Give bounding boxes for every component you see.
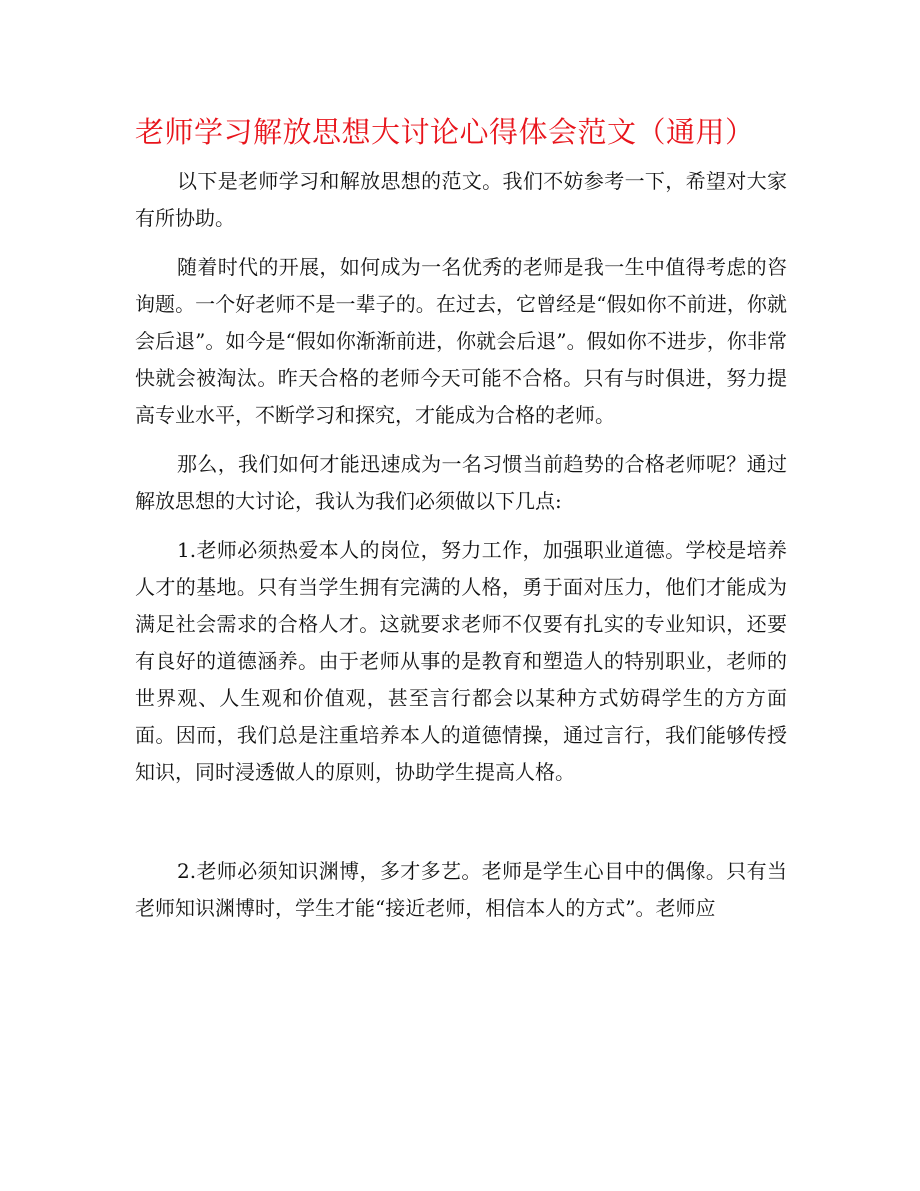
paragraph-context: 随着时代的开展，如何成为一名优秀的老师是我一生中值得考虑的咨询题。一个好老师不是一辈子的。在过去，它曾经是“假如你不前进，你就会后退”。如今是“假如你渐渐前进，你就会后退”。假如你不进步，你非常快就会被淘汰。昨天合格的老师今天可能不合格。只有与时俱进，努力提高专业水平，不断学习和探究，才能成为合格的老师。 (135, 255, 787, 427)
paragraph-point-2: 2.老师必须知识渊博，多才多艺。老师是学生心目中的偶像。只有当老师知识渊博时，学生才能“接近老师，相信本人的方式”。老师应 (135, 859, 787, 920)
document-body (135, 163, 787, 939)
paragraph-point-1: 1.老师必须热爱本人的岗位，努力工作，加强职业道德。学校是培养人才的基地。只有当学生拥有完满的人格，勇于面对压力，他们才能成为满足社会需求的合格人才。这就要求老师不仅要有扎实的专业知识，还要有良好的道德涵养。由于老师从事的是教育和塑造人的特别职业，老师的世界观、人生观和价值观，甚至言行都会以某种方式妨碍学生的方方面面。因而，我们总是注重培养本人的道德情操，通过言行，我们能够传授知识，同时浸透做人的原则，协助学生提高人格。 (135, 538, 787, 784)
document-title: 老师学习解放思想大讨论心得体会范文（通用） (135, 115, 755, 149)
paragraph-question: 那么，我们如何才能迅速成为一名习惯当前趋势的合格老师呢？通过解放思想的大讨论，我认为我们必须做以下几点: (135, 452, 787, 513)
paragraph-intro: 以下是老师学习和解放思想的范文。我们不妨参考一下，希望对大家有所协助。 (135, 169, 787, 230)
